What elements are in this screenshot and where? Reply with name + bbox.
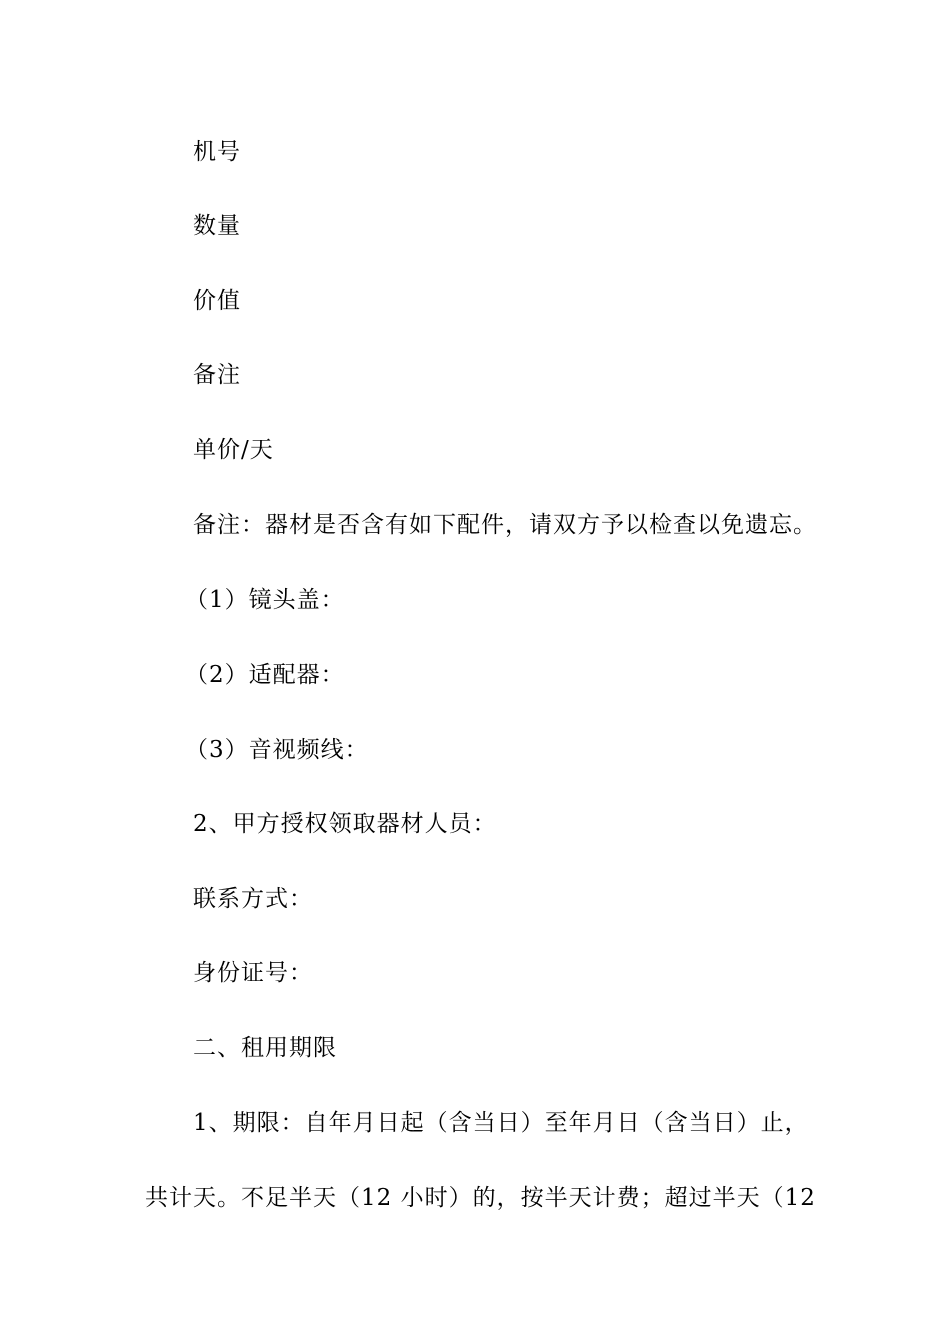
accessories-note: 备注：器材是否含有如下配件，请双方予以检查以免遗忘。 (193, 512, 817, 538)
field-unit-price-per-day: 单价/天 (193, 437, 274, 463)
field-remarks: 备注 (193, 362, 241, 388)
accessory-av-cable: （3）音视频线： (185, 737, 369, 763)
contact-info: 联系方式： (193, 886, 313, 912)
rental-period-clause-continued: 共计天。不足半天（12 小时）的，按半天计费；超过半天（12 (145, 1185, 816, 1211)
authorized-pickup-person: 2、甲方授权领取器材人员： (193, 811, 497, 837)
field-machine-number: 机号 (193, 139, 241, 165)
rental-period-clause: 1、期限：自年月日起（含当日）至年月日（含当日）止， (193, 1110, 809, 1136)
accessory-lens-cap: （1）镜头盖： (185, 587, 345, 613)
id-number: 身份证号： (193, 960, 313, 986)
accessory-adapter: （2）适配器： (185, 662, 345, 688)
field-value: 价值 (193, 288, 241, 314)
field-quantity: 数量 (193, 213, 241, 239)
section-heading-rental-period: 二、租用期限 (193, 1035, 337, 1061)
